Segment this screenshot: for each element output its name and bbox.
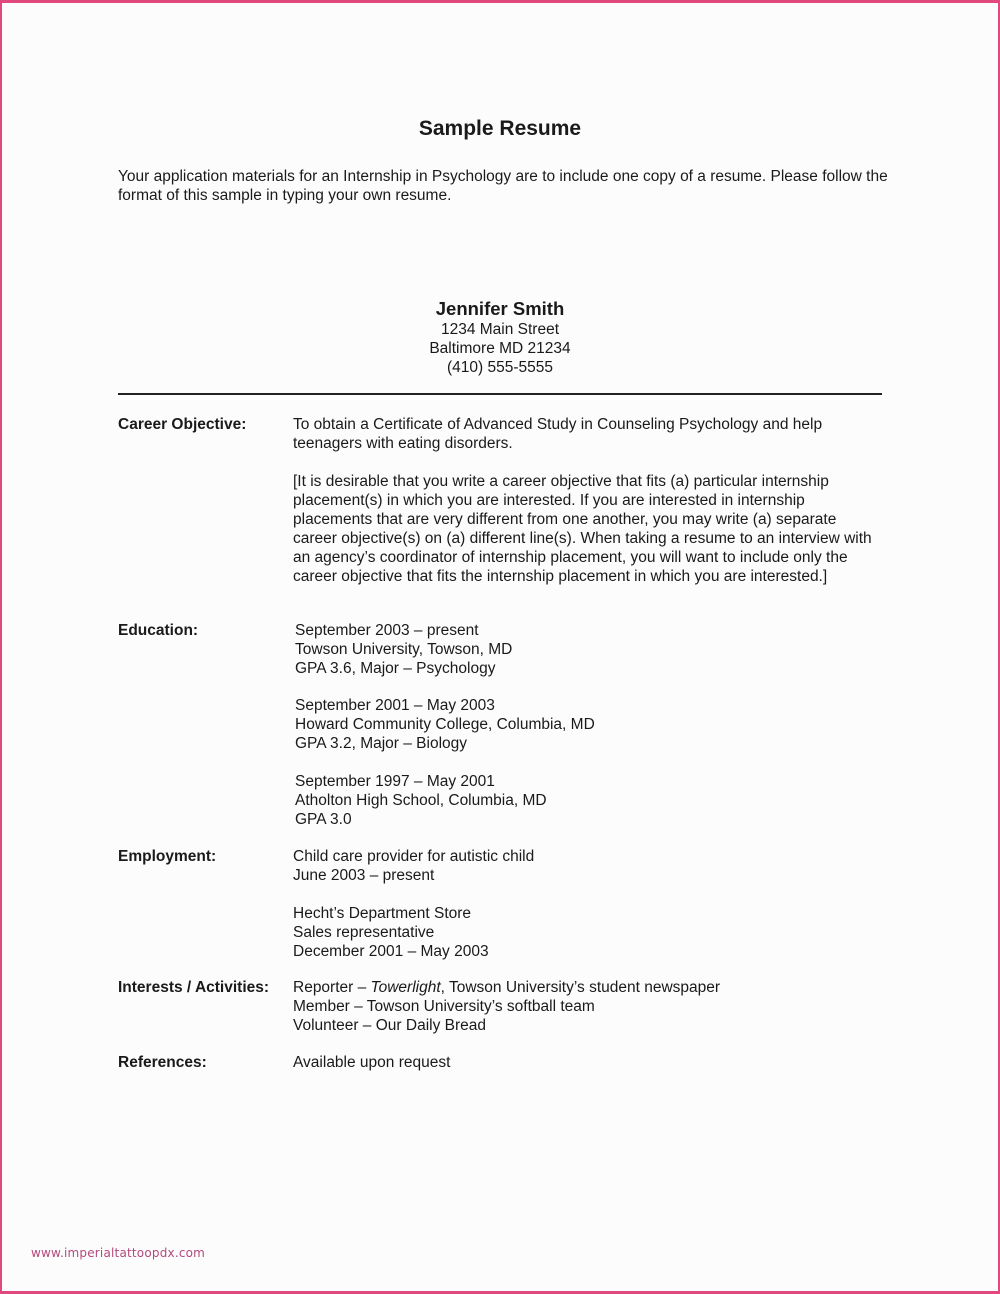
education-label: Education: [118,622,199,639]
career-objective-statement: To obtain a Certificate of Advanced Study in Counseling Psychology and help teenagers with eating disorders. [293,416,823,452]
education-entry-detail: GPA 3.2, Major – Biology [295,735,468,752]
education-entry-detail: GPA 3.0 [295,811,352,828]
city-state-zip: Baltimore MD 21234 [429,340,571,357]
employment-entry-title: Child care provider for autistic child [293,848,535,865]
intro-paragraph: Your application materials for an Internship in Psychology are to include one copy of a resume. Please follow the format of this sample in typing your own resume. [118,168,888,204]
interest-item [293,978,720,997]
education-entry-dates: September 1997 – May 2001 [295,773,495,790]
employment-label: Employment: [118,848,217,865]
header-divider [118,393,882,395]
street-address: 1234 Main Street [440,321,560,338]
references-text: Available upon request [293,1054,451,1071]
interests-label: Interests / Activities: [118,979,270,996]
references-label: References: [118,1054,207,1071]
education-entry-dates: September 2001 – May 2003 [295,697,495,714]
education-entry-school: Howard Community College, Columbia, MD [295,716,595,733]
education-entry-dates: September 2003 – present [295,622,479,639]
interest-prefix: Reporter – [293,979,371,996]
employment-entry-employer: Hecht’s Department Store [293,905,472,922]
watermark-url: www.imperialtattoopdx.com [31,1246,206,1260]
interest-item: Member – Towson University’s softball team [293,998,595,1015]
interest-suffix: , Towson University’s student newspaper [440,979,721,996]
document-title: Sample Resume [418,117,582,140]
employment-entry-dates: December 2001 – May 2003 [293,943,489,960]
education-entry-school: Atholton High School, Columbia, MD [295,792,547,809]
employment-entry-dates: June 2003 – present [293,867,435,884]
phone-number: (410) 555-5555 [447,359,553,376]
career-objective-label: Career Objective: [118,416,247,433]
education-entry-school: Towson University, Towson, MD [295,641,513,658]
employment-entry-title: Sales representative [293,924,435,941]
applicant-name: Jennifer Smith [435,298,565,319]
education-entry-detail: GPA 3.6, Major – Psychology [295,660,496,677]
interest-item: Volunteer – Our Daily Bread [293,1017,486,1034]
career-objective-note: [It is desirable that you write a career objective that fits (a) particular internship placement(s) in which you are interested. If you are interested in internship placements that are very different from one another, you may write (a) separate career objective(s) on (a) different line(s). When taking a resume to an interview with an agency’s coordinator of internship placement, you will want to include only the career objective that fits the internship placement in which you are interested.] [293,473,872,585]
publication-name: Towerlight [370,979,441,996]
